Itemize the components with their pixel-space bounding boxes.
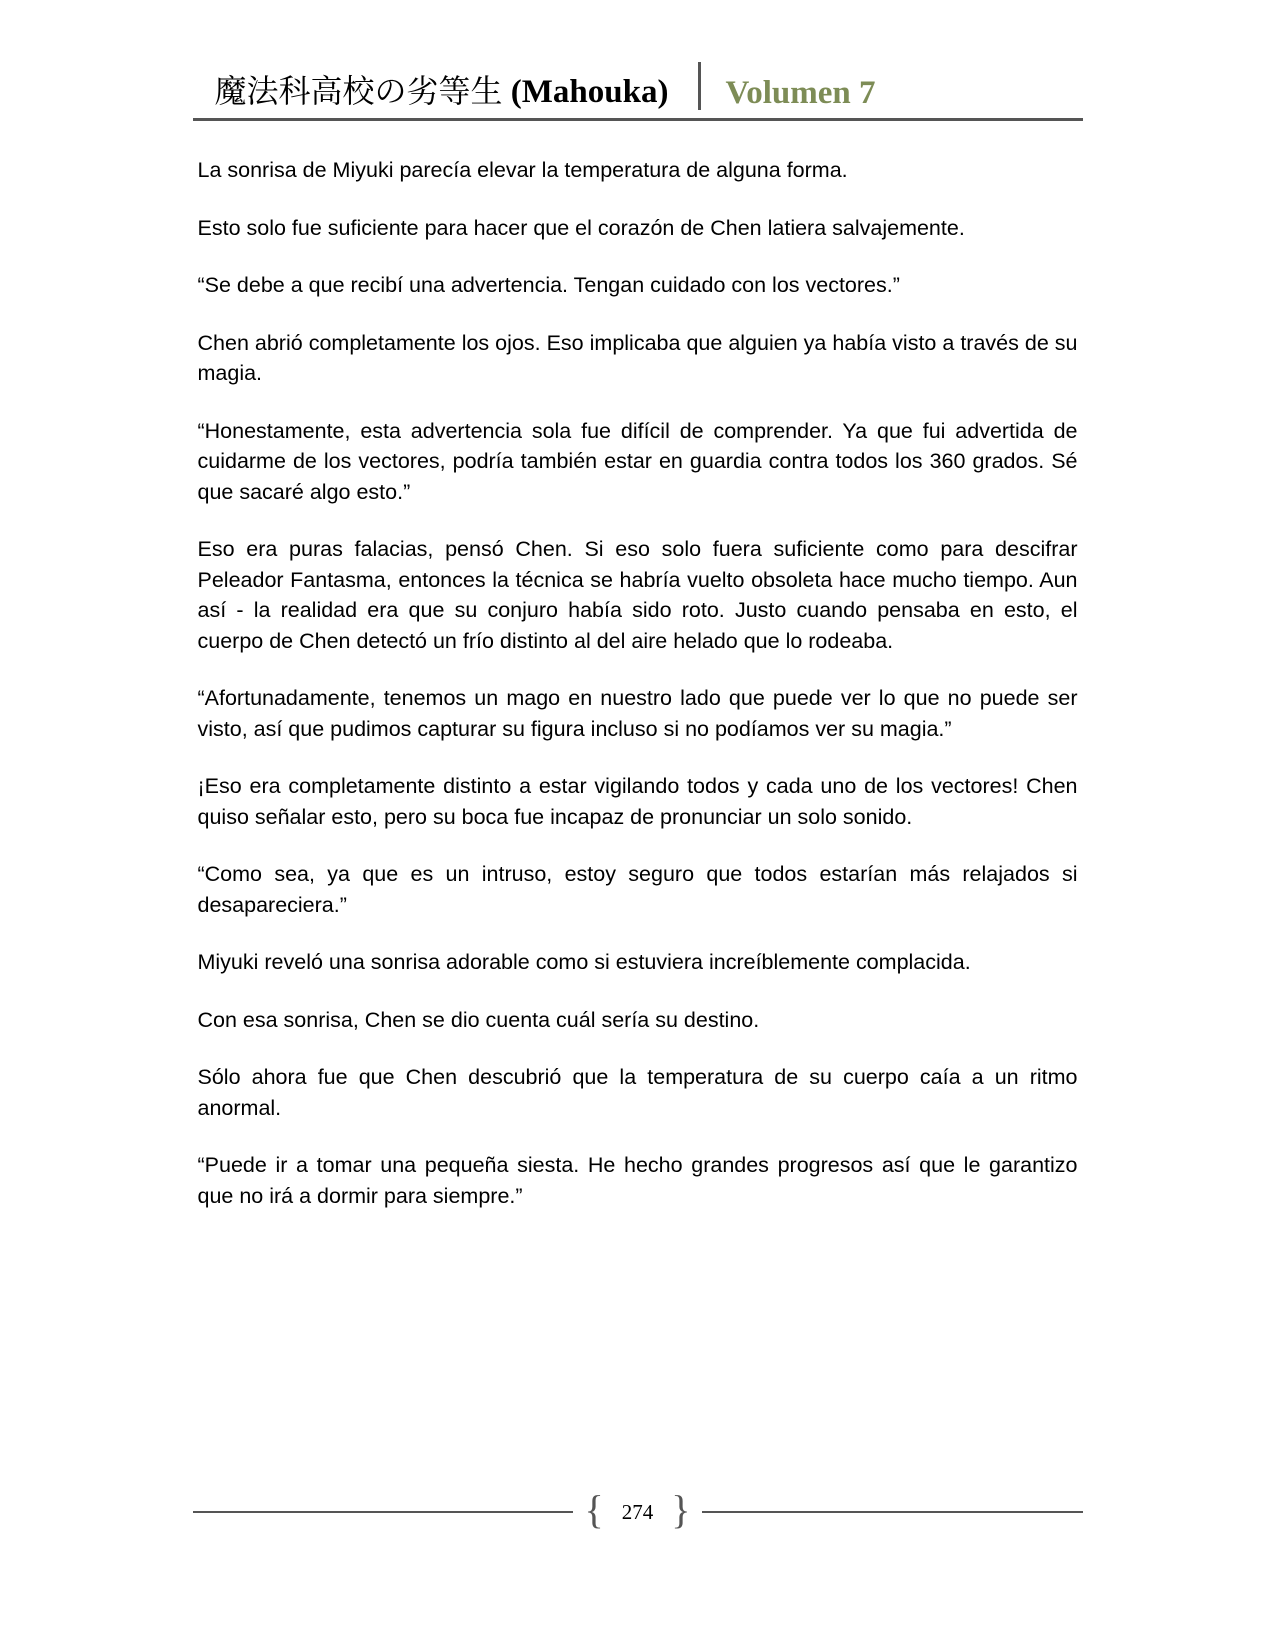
- brace-right-icon: }: [671, 1487, 691, 1532]
- page-body: [198, 121, 1078, 1211]
- header-title-row: [193, 62, 1083, 118]
- book-title-japanese: 魔法科高校の劣等生: [214, 72, 503, 110]
- body-paragraph: ¡Eso era completamente distinto a estar vigilando todos y cada uno de los vectores! Chen quiso señalar esto, pero su boca fue incapaz de pronunciar un solo sonido.: [197, 774, 1078, 829]
- page-number: 274: [621, 1499, 654, 1524]
- book-title: [193, 66, 669, 112]
- brace-left-icon: {: [584, 1487, 604, 1532]
- body-paragraph: Eso era puras falacias, pensó Chen. Si eso solo fuera suficiente como para descifrar Peleador Fantasma, entonces la técnica se habría vuelto obsoleta hace mucho tiempo. Aun así - la realidad era que su conjuro había sido roto. Justo cuando pensaba en esto, el cuerpo de Chen detectó un frío distinto al del aire helado que lo rodeaba.: [197, 537, 1078, 653]
- body-paragraph: “Honestamente, esta advertencia sola fue difícil de comprender. Ya que fui advertida de cuidarme de los vectores, podría también estar en guardia contra todos los 360 grados. Sé que sacaré algo esto.”: [197, 418, 1078, 504]
- page-footer: [193, 1487, 1083, 1532]
- header-divider: [698, 62, 701, 110]
- body-paragraph: Con esa sonrisa, Chen se dio cuenta cuál sería su destino.: [197, 1007, 760, 1032]
- body-paragraph: “Afortunadamente, tenemos un mago en nuestro lado que puede ver lo que no puede ser visto, así que pudimos capturar su figura incluso si no podíamos ver su magia.”: [197, 686, 1078, 741]
- body-paragraph: “Como sea, ya que es un intruso, estoy seguro que todos estarían más relajados si desapareciera.”: [197, 862, 1078, 917]
- body-paragraph: “Puede ir a tomar una pequeña siesta. He hecho grandes progresos así que le garantizo que no irá a dormir para siempre.”: [197, 1153, 1078, 1208]
- body-paragraph: Miyuki reveló una sonrisa adorable como si estuviera increíblemente complacida.: [197, 950, 971, 975]
- footer-rule-left: [193, 1511, 573, 1513]
- body-paragraph: “Se debe a que recibí una advertencia. Tengan cuidado con los vectores.”: [197, 273, 900, 298]
- book-title-latin: (Mahouka): [510, 74, 669, 110]
- page-header: [193, 0, 1083, 121]
- footer-rule-right: [702, 1511, 1082, 1513]
- volume-label: Volumen 7: [725, 75, 876, 111]
- body-paragraph: Sólo ahora fue que Chen descubrió que la temperatura de su cuerpo caía a un ritmo anormal.: [197, 1065, 1078, 1120]
- body-paragraph: La sonrisa de Miyuki parecía elevar la temperatura de alguna forma.: [197, 158, 848, 182]
- body-paragraph: Chen abrió completamente los ojos. Eso implicaba que alguien ya había visto a través de su magia.: [197, 330, 1078, 386]
- body-paragraph: Esto solo fue suficiente para hacer que el corazón de Chen latiera salvajemente.: [197, 215, 965, 240]
- page-number-group: [573, 1487, 703, 1532]
- header-rule: [193, 118, 1083, 121]
